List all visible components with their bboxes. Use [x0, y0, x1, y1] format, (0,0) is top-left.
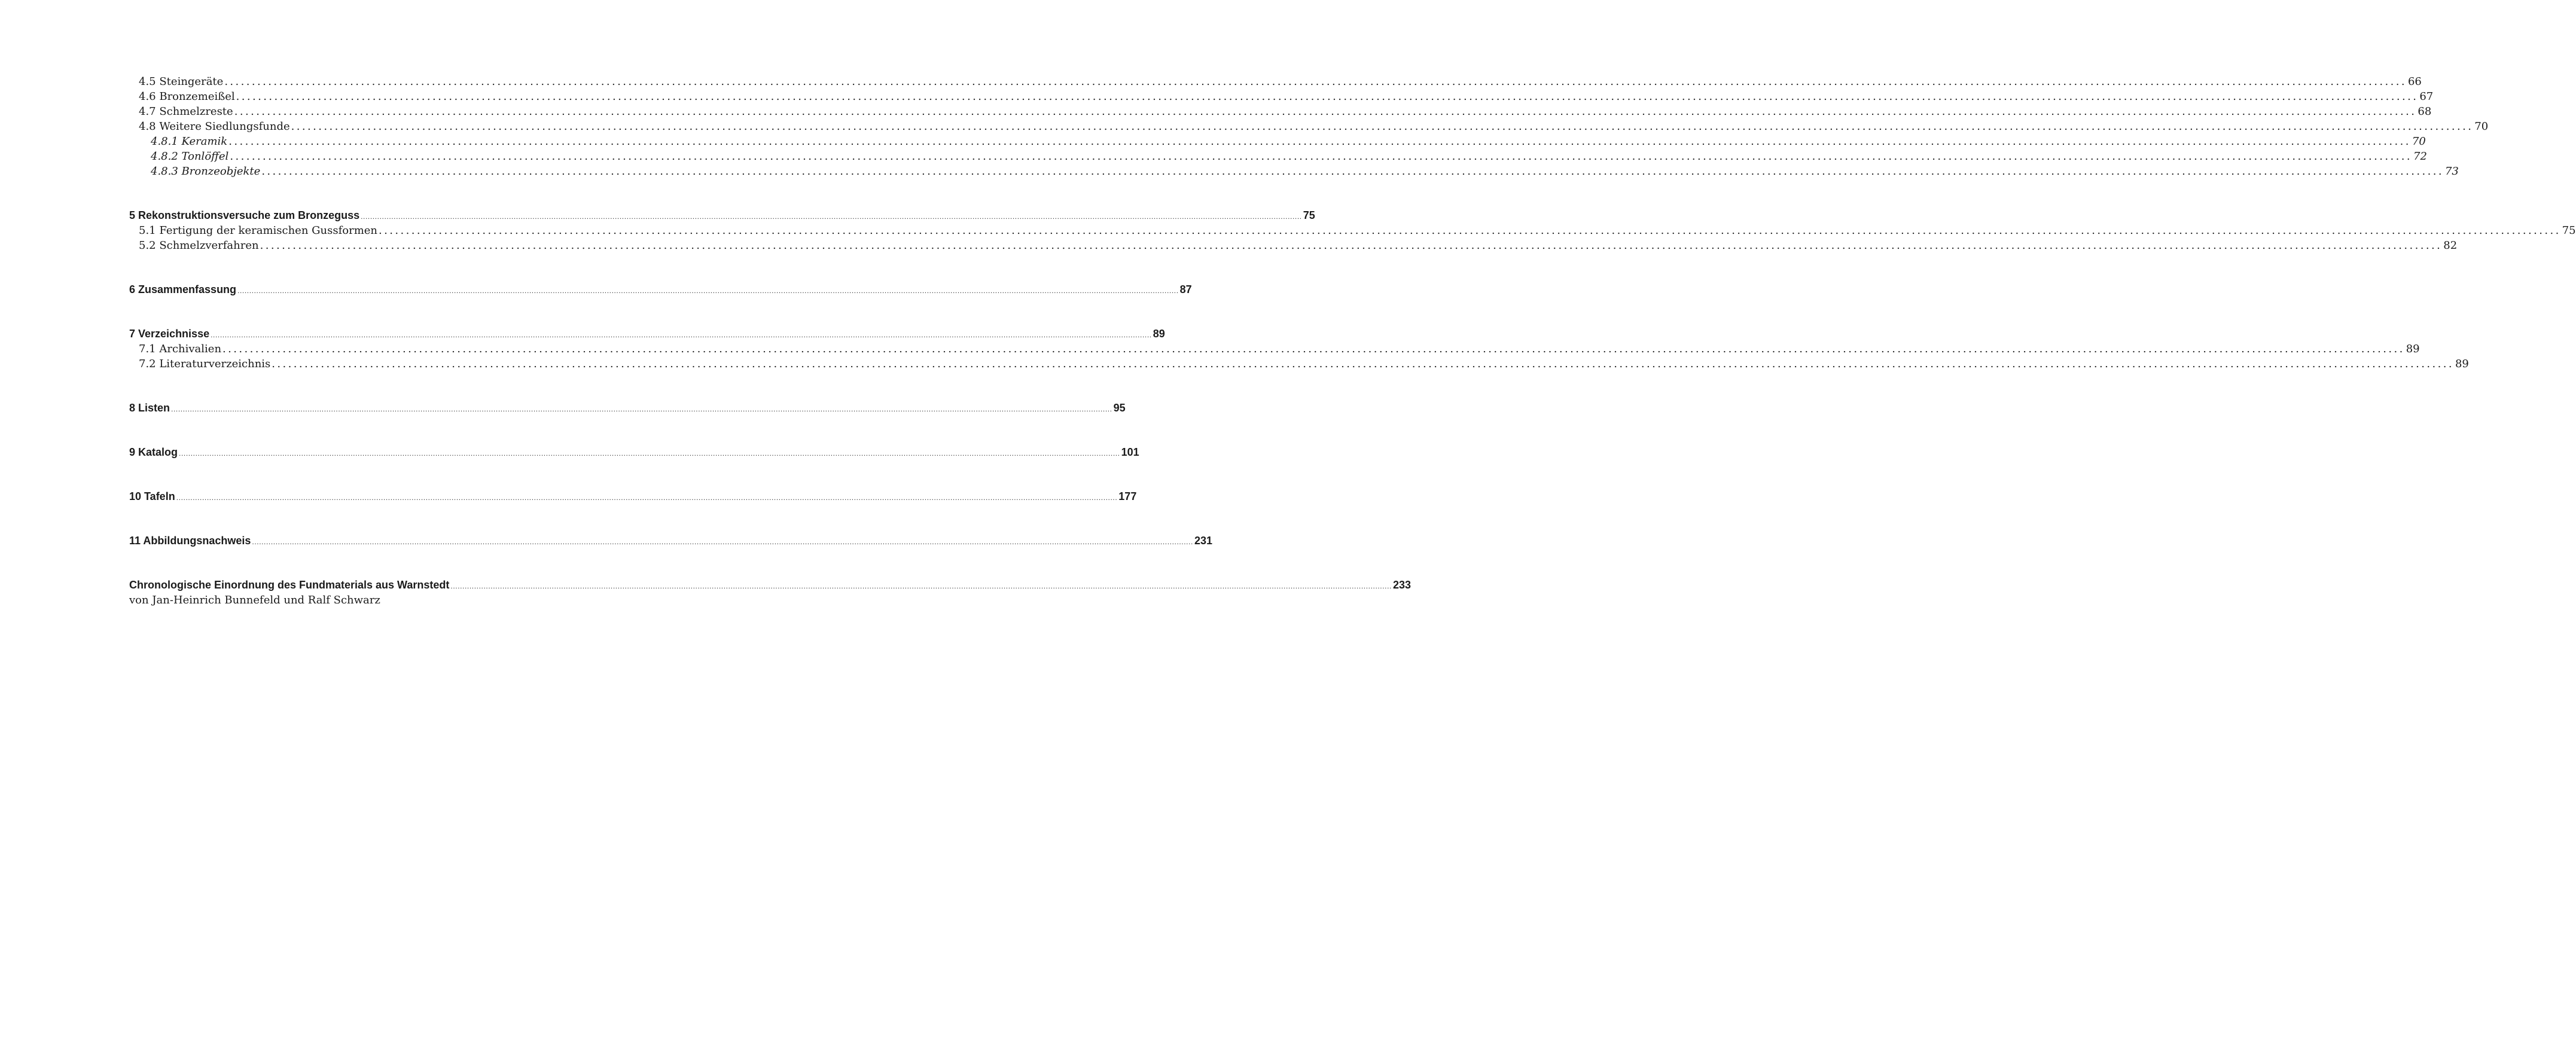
toc-entry-label: 4.7 Schmelzreste	[139, 105, 233, 118]
toc-chapter-11[interactable]	[129, 533, 1213, 548]
toc-entry-4-8-1[interactable]	[129, 134, 2426, 149]
toc-chapter-6[interactable]	[129, 282, 1192, 297]
toc-chapter-9[interactable]	[129, 444, 1139, 460]
toc-chapter-page: 231	[1194, 535, 1213, 547]
dot-leader: ................................................................................................................................................................................................................................................................................................................................................................................................................	[272, 358, 2454, 370]
toc-entry-page: 89	[2406, 343, 2420, 355]
toc-chapter-8[interactable]	[129, 400, 1126, 416]
toc-entry-label: 4.6 Bronzemeißel	[139, 90, 235, 103]
toc-entry-label: 7.2 Literaturverzeichnis	[139, 358, 271, 370]
toc-entry-7-1[interactable]	[129, 341, 2420, 356]
dot-leader: ................................................................................................................................................................................................................................................................................................................................................................................................................	[236, 90, 2419, 103]
toc-chapter-label: 5 Rekonstruktionsversuche zum Bronzeguss	[129, 209, 360, 221]
toc-entry-4-7[interactable]	[129, 104, 2432, 119]
dot-leader: ................................................................................................................................................................................................................................................................................................................................................................................................................	[176, 493, 1118, 502]
toc-entry-label: 5.1 Fertigung der keramischen Gussformen	[139, 224, 378, 237]
toc-chapter-page: 101	[1121, 446, 1139, 458]
toc-chapter-label: 10 Tafeln	[129, 490, 175, 502]
toc-entry-label: 4.8 Weitere Siedlungsfunde	[139, 120, 290, 133]
toc-entry-5-2[interactable]	[129, 238, 2458, 253]
dot-leader: ................................................................................................................................................................................................................................................................................................................................................................................................................	[234, 105, 2417, 118]
toc-entry-4-8-2[interactable]	[129, 149, 2427, 164]
spacer	[129, 253, 604, 282]
toc-chapter-5[interactable]	[129, 208, 1315, 223]
spacer	[129, 548, 604, 577]
toc-chapter-page: 89	[1153, 328, 1165, 340]
toc-entry-page: 68	[2418, 105, 2432, 118]
toc-entry-4-5[interactable]	[129, 74, 2422, 89]
dot-leader: ................................................................................................................................................................................................................................................................................................................................................................................................................	[211, 331, 1152, 339]
dot-leader: ................................................................................................................................................................................................................................................................................................................................................................................................................	[171, 405, 1112, 413]
table-of-contents	[129, 74, 2576, 608]
dot-leader: ................................................................................................................................................................................................................................................................................................................................................................................................................	[379, 224, 2561, 237]
dot-leader: ................................................................................................................................................................................................................................................................................................................................................................................................................	[450, 582, 1392, 590]
toc-chapter-page: 95	[1113, 402, 1126, 414]
toc-entry-page: 75	[2562, 224, 2576, 237]
dot-leader: ................................................................................................................................................................................................................................................................................................................................................................................................................	[261, 165, 2444, 178]
appendix-byline: von Jan-Heinrich Bunnefeld und Ralf Schwarz	[129, 594, 380, 606]
toc-entry-5-1[interactable]	[129, 223, 2576, 238]
toc-chapter-page: 177	[1118, 490, 1137, 502]
toc-entry-page: 73	[2444, 165, 2459, 178]
spacer	[129, 179, 604, 208]
toc-entry-label: 4.5 Steingeräte	[139, 75, 224, 88]
toc-chapter-label: 9 Katalog	[129, 446, 178, 458]
dot-leader: ................................................................................................................................................................................................................................................................................................................................................................................................................	[222, 343, 2405, 355]
toc-entry-label: 4.8.3 Bronzeobjekte	[151, 165, 261, 178]
dot-leader: ................................................................................................................................................................................................................................................................................................................................................................................................................	[179, 449, 1120, 458]
toc-entry-4-6[interactable]	[129, 89, 2434, 104]
toc-entry-page: 72	[2413, 150, 2427, 163]
toc-entry-label: 7.1 Archivalien	[139, 343, 222, 355]
spacer	[129, 297, 604, 326]
dot-leader: ................................................................................................................................................................................................................................................................................................................................................................................................................	[252, 538, 1193, 546]
dot-leader: ................................................................................................................................................................................................................................................................................................................................................................................................................	[237, 286, 1179, 295]
dot-leader: ................................................................................................................................................................................................................................................................................................................................................................................................................	[224, 75, 2407, 88]
spacer	[129, 504, 604, 533]
toc-entry-7-2[interactable]	[129, 356, 2469, 371]
dot-leader: ................................................................................................................................................................................................................................................................................................................................................................................................................	[260, 239, 2443, 252]
toc-entry-page: 70	[2474, 120, 2489, 133]
toc-entry-page: 67	[2419, 90, 2434, 103]
toc-chapter-label: 6 Zusammenfassung	[129, 283, 237, 295]
toc-chapter-7[interactable]	[129, 326, 1165, 341]
dot-leader: ................................................................................................................................................................................................................................................................................................................................................................................................................	[228, 135, 2411, 148]
dot-leader: ................................................................................................................................................................................................................................................................................................................................................................................................................	[291, 120, 2474, 133]
toc-chapter-page: 233	[1392, 579, 1412, 591]
spacer	[129, 371, 604, 400]
toc-entry-page: 89	[2455, 358, 2469, 370]
toc-entry-label: 4.8.2 Tonlöffel	[151, 150, 229, 163]
toc-entry-page: 66	[2407, 75, 2422, 88]
toc-chapter-label: Chronologische Einordnung des Fundmaterials aus Warnstedt	[129, 579, 450, 591]
dot-leader: ................................................................................................................................................................................................................................................................................................................................................................................................................	[230, 150, 2412, 163]
spacer	[129, 460, 604, 489]
dot-leader: ................................................................................................................................................................................................................................................................................................................................................................................................................	[361, 212, 1302, 221]
toc-chapter-label: 11 Abbildungsnachweis	[129, 535, 251, 547]
toc-chapter-10[interactable]	[129, 489, 1137, 504]
toc-chapter-page: 75	[1303, 209, 1315, 221]
toc-appendix[interactable]	[129, 577, 1412, 593]
toc-entry-4-8[interactable]	[129, 119, 2489, 134]
toc-entry-label: 5.2 Schmelzverfahren	[139, 239, 259, 252]
spacer	[129, 416, 604, 444]
toc-chapter-label: 8 Listen	[129, 402, 170, 414]
toc-entry-page: 82	[2443, 239, 2458, 252]
toc-chapter-label: 7 Verzeichnisse	[129, 328, 210, 340]
toc-entry-4-8-3[interactable]	[129, 164, 2459, 179]
toc-entry-label: 4.8.1 Keramik	[151, 135, 228, 148]
toc-entry-page: 70	[2412, 135, 2426, 148]
toc-chapter-page: 87	[1179, 283, 1192, 295]
